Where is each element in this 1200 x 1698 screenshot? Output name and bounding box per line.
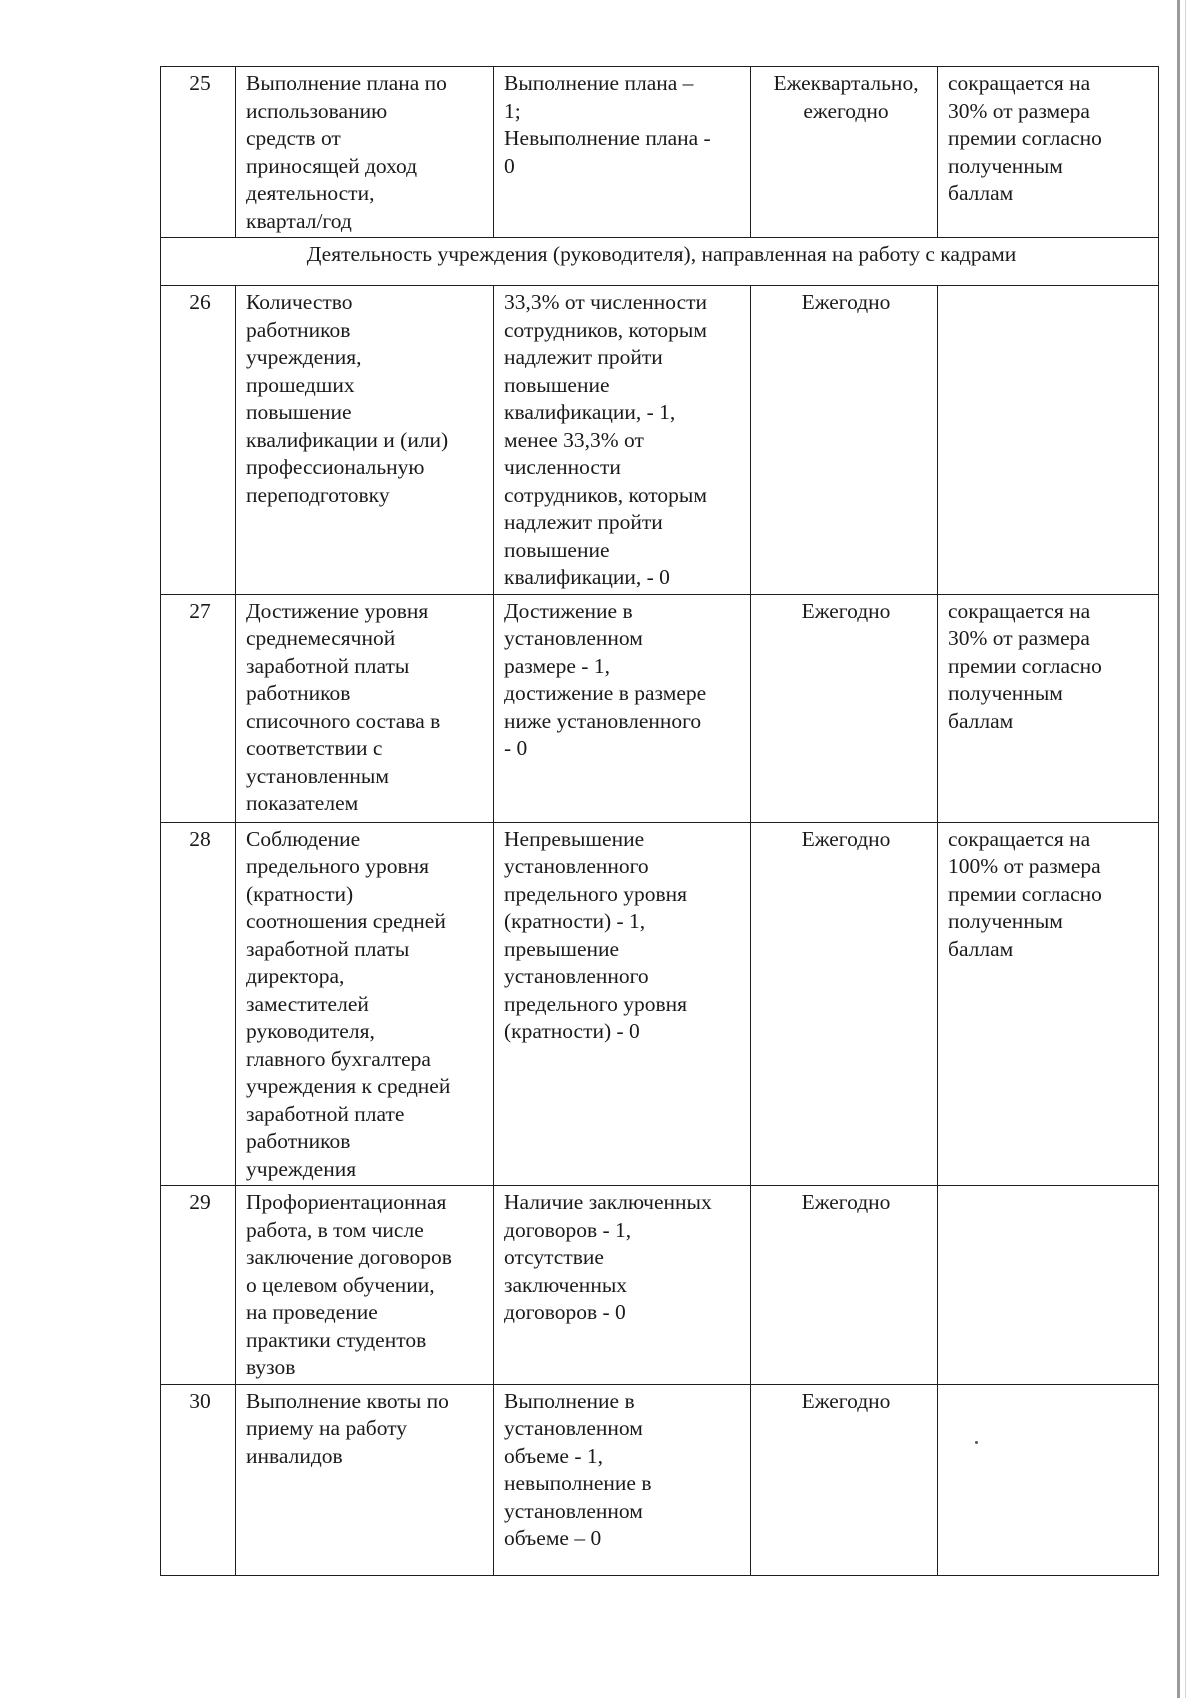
cell-line: премии согласно: [948, 126, 1102, 150]
cell-line: полученным: [948, 909, 1063, 933]
row-number: 25: [161, 67, 236, 238]
cell-line: объеме - 1,: [504, 1443, 603, 1468]
cell-line: 30% от размера: [948, 626, 1090, 650]
table-row: [161, 67, 1159, 238]
cell-line: полученным: [948, 681, 1063, 705]
cell-line: вузов: [246, 1355, 296, 1379]
cell-line: соотношения средней: [246, 909, 446, 933]
cell-line: Достижение уровня: [246, 598, 429, 623]
cell-line: сотрудников, которым: [504, 317, 707, 342]
cell-line: заработной плате: [246, 1101, 405, 1126]
cell-line: установленным: [246, 763, 389, 788]
indicator-cell: [236, 67, 494, 238]
cell-line: заключение договоров: [246, 1245, 452, 1269]
cell-line: учреждения,: [246, 345, 362, 369]
criteria-cell: [494, 1384, 751, 1575]
cell-line: полученным: [948, 153, 1063, 178]
row-number: 26: [161, 286, 236, 595]
cell-line: баллам: [948, 708, 1014, 733]
cell-line: работников: [246, 1129, 351, 1153]
cell-line: Ежеквартально,: [773, 71, 919, 95]
reduction-cell: [938, 1186, 1159, 1385]
cell-line: соответствии с: [246, 736, 383, 760]
cell-line: повышение: [246, 400, 352, 424]
cell-line: сокращается на: [948, 826, 1091, 851]
cell-line: - 0: [504, 736, 528, 760]
cell-line: 33,3% от численности: [504, 290, 708, 314]
cell-line: использованию: [246, 98, 388, 123]
cell-line: Количество: [246, 290, 353, 314]
criteria-cell: [494, 67, 751, 238]
cell-line: списочного состава в: [246, 708, 441, 733]
cell-line: предельного уровня: [246, 854, 429, 878]
section-heading: Деятельность учреждения (руководителя), направленная на работу с кадрами: [161, 238, 1159, 286]
reduction-cell: [938, 1384, 1159, 1575]
cell-line: учреждения: [246, 1156, 357, 1181]
cell-line: деятельности,: [246, 181, 375, 205]
reduction-cell: [938, 67, 1159, 238]
cell-line: Ежегодно: [801, 598, 891, 623]
cell-line: прошедших: [246, 372, 355, 397]
cell-line: среднемесячной: [246, 626, 396, 650]
cell-line: предельного уровня: [504, 991, 687, 1016]
cell-line: ежегодно: [803, 98, 889, 123]
cell-line: заработной платы: [246, 936, 410, 961]
scan-page-edge: [1177, 0, 1180, 1698]
cell-line: инвалидов: [246, 1443, 343, 1468]
indicator-cell: [236, 286, 494, 595]
cell-line: отсутствие: [504, 1245, 604, 1269]
cell-line: баллам: [948, 181, 1014, 205]
frequency-cell: [751, 822, 938, 1186]
cell-line: работников: [246, 317, 351, 342]
kpi-table: [160, 66, 1159, 1576]
section-row: [161, 238, 1159, 286]
scan-speck: [975, 1441, 978, 1444]
cell-line: Выполнение плана –: [504, 71, 694, 95]
cell-line: объеме – 0: [504, 1526, 602, 1550]
cell-line: Наличие заключенных: [504, 1190, 712, 1214]
cell-line: превышение: [504, 936, 620, 961]
cell-line: практики студентов: [246, 1327, 427, 1352]
cell-line: 1;: [504, 98, 521, 123]
cell-line: Невыполнение плана -: [504, 126, 711, 150]
cell-line: директора,: [246, 964, 345, 988]
cell-line: достижение в размере: [504, 681, 707, 705]
cell-line: квалификации, - 1,: [504, 400, 676, 424]
row-number: 27: [161, 594, 236, 822]
criteria-cell: [494, 822, 751, 1186]
cell-line: работников: [246, 681, 351, 705]
cell-line: менее 33,3% от: [504, 427, 644, 452]
cell-line: повышение: [504, 372, 610, 397]
cell-line: приносящей доход: [246, 153, 418, 178]
cell-line: сокращается на: [948, 71, 1091, 95]
cell-line: договоров - 0: [504, 1300, 626, 1324]
cell-line: заместителей: [246, 991, 369, 1016]
criteria-cell: [494, 594, 751, 822]
cell-line: невыполнение в: [504, 1471, 652, 1495]
reduction-cell: [938, 286, 1159, 595]
cell-line: договоров - 1,: [504, 1217, 632, 1242]
cell-line: заработной платы: [246, 653, 410, 678]
cell-line: предельного уровня: [504, 881, 687, 906]
cell-line: сотрудников, которым: [504, 482, 707, 507]
cell-line: Ежегодно: [801, 1190, 891, 1214]
cell-line: руководителя,: [246, 1019, 375, 1043]
cell-line: квартал/год: [246, 208, 352, 233]
frequency-cell: [751, 594, 938, 822]
cell-line: ниже установленного: [504, 708, 702, 733]
cell-line: квалификации, - 0: [504, 565, 670, 589]
cell-line: сокращается на: [948, 598, 1091, 623]
frequency-cell: [751, 286, 938, 595]
indicator-cell: [236, 1186, 494, 1385]
cell-line: Ежегодно: [801, 290, 891, 314]
cell-line: о целевом обучении,: [246, 1272, 435, 1297]
cell-line: (кратности) - 0: [504, 1019, 640, 1043]
cell-line: показателем: [246, 791, 359, 815]
cell-line: 0: [504, 153, 515, 178]
frequency-cell: [751, 67, 938, 238]
frequency-cell: [751, 1384, 938, 1575]
cell-line: квалификации и (или): [246, 427, 449, 452]
cell-line: Профориентационная: [246, 1190, 447, 1214]
cell-line: Ежегодно: [801, 826, 891, 851]
cell-line: Достижение в: [504, 598, 633, 623]
cell-line: Выполнение плана по: [246, 71, 447, 95]
cell-line: премии согласно: [948, 881, 1102, 906]
criteria-cell: [494, 1186, 751, 1385]
table-row: [161, 1186, 1159, 1385]
cell-line: премии согласно: [948, 653, 1102, 678]
indicator-cell: [236, 1384, 494, 1575]
cell-line: надлежит пройти: [504, 345, 663, 369]
cell-line: надлежит пройти: [504, 510, 663, 534]
frequency-cell: [751, 1186, 938, 1385]
cell-line: повышение: [504, 537, 610, 562]
row-number: 28: [161, 822, 236, 1186]
cell-line: Непревышение: [504, 826, 645, 851]
cell-line: средств от: [246, 126, 341, 150]
cell-line: установленном: [504, 1498, 643, 1523]
cell-line: Выполнение в: [504, 1388, 635, 1413]
reduction-cell: [938, 594, 1159, 822]
cell-line: (кратности) - 1,: [504, 909, 646, 933]
indicator-cell: [236, 594, 494, 822]
cell-line: Соблюдение: [246, 826, 361, 851]
table-row: [161, 286, 1159, 595]
cell-line: заключенных: [504, 1272, 628, 1297]
cell-line: главного бухгалтера: [246, 1046, 431, 1071]
cell-line: профессиональную: [246, 455, 425, 479]
cell-line: Выполнение квоты по: [246, 1388, 449, 1413]
cell-line: 30% от размера: [948, 98, 1090, 123]
cell-line: переподготовку: [246, 482, 390, 507]
cell-line: учреждения к средней: [246, 1074, 451, 1098]
cell-line: (кратности): [246, 881, 354, 906]
indicator-cell: [236, 822, 494, 1186]
table-row: [161, 822, 1159, 1186]
row-number: 29: [161, 1186, 236, 1385]
cell-line: размере - 1,: [504, 653, 610, 678]
cell-line: численности: [504, 455, 621, 479]
cell-line: 100% от размера: [948, 854, 1101, 878]
cell-line: Ежегодно: [801, 1388, 891, 1413]
scan-page-edge-shadow: [1185, 0, 1186, 1698]
cell-line: установленном: [504, 1416, 643, 1440]
cell-line: работа, в том числе: [246, 1217, 424, 1242]
table-row: [161, 594, 1159, 822]
criteria-cell: [494, 286, 751, 595]
reduction-cell: [938, 822, 1159, 1186]
cell-line: на проведение: [246, 1300, 378, 1324]
table-row: [161, 1384, 1159, 1575]
row-number: 30: [161, 1384, 236, 1575]
cell-line: приему на работу: [246, 1416, 408, 1440]
cell-line: баллам: [948, 936, 1014, 961]
cell-line: установленного: [504, 964, 649, 988]
cell-line: установленном: [504, 626, 643, 650]
cell-line: установленного: [504, 854, 649, 878]
